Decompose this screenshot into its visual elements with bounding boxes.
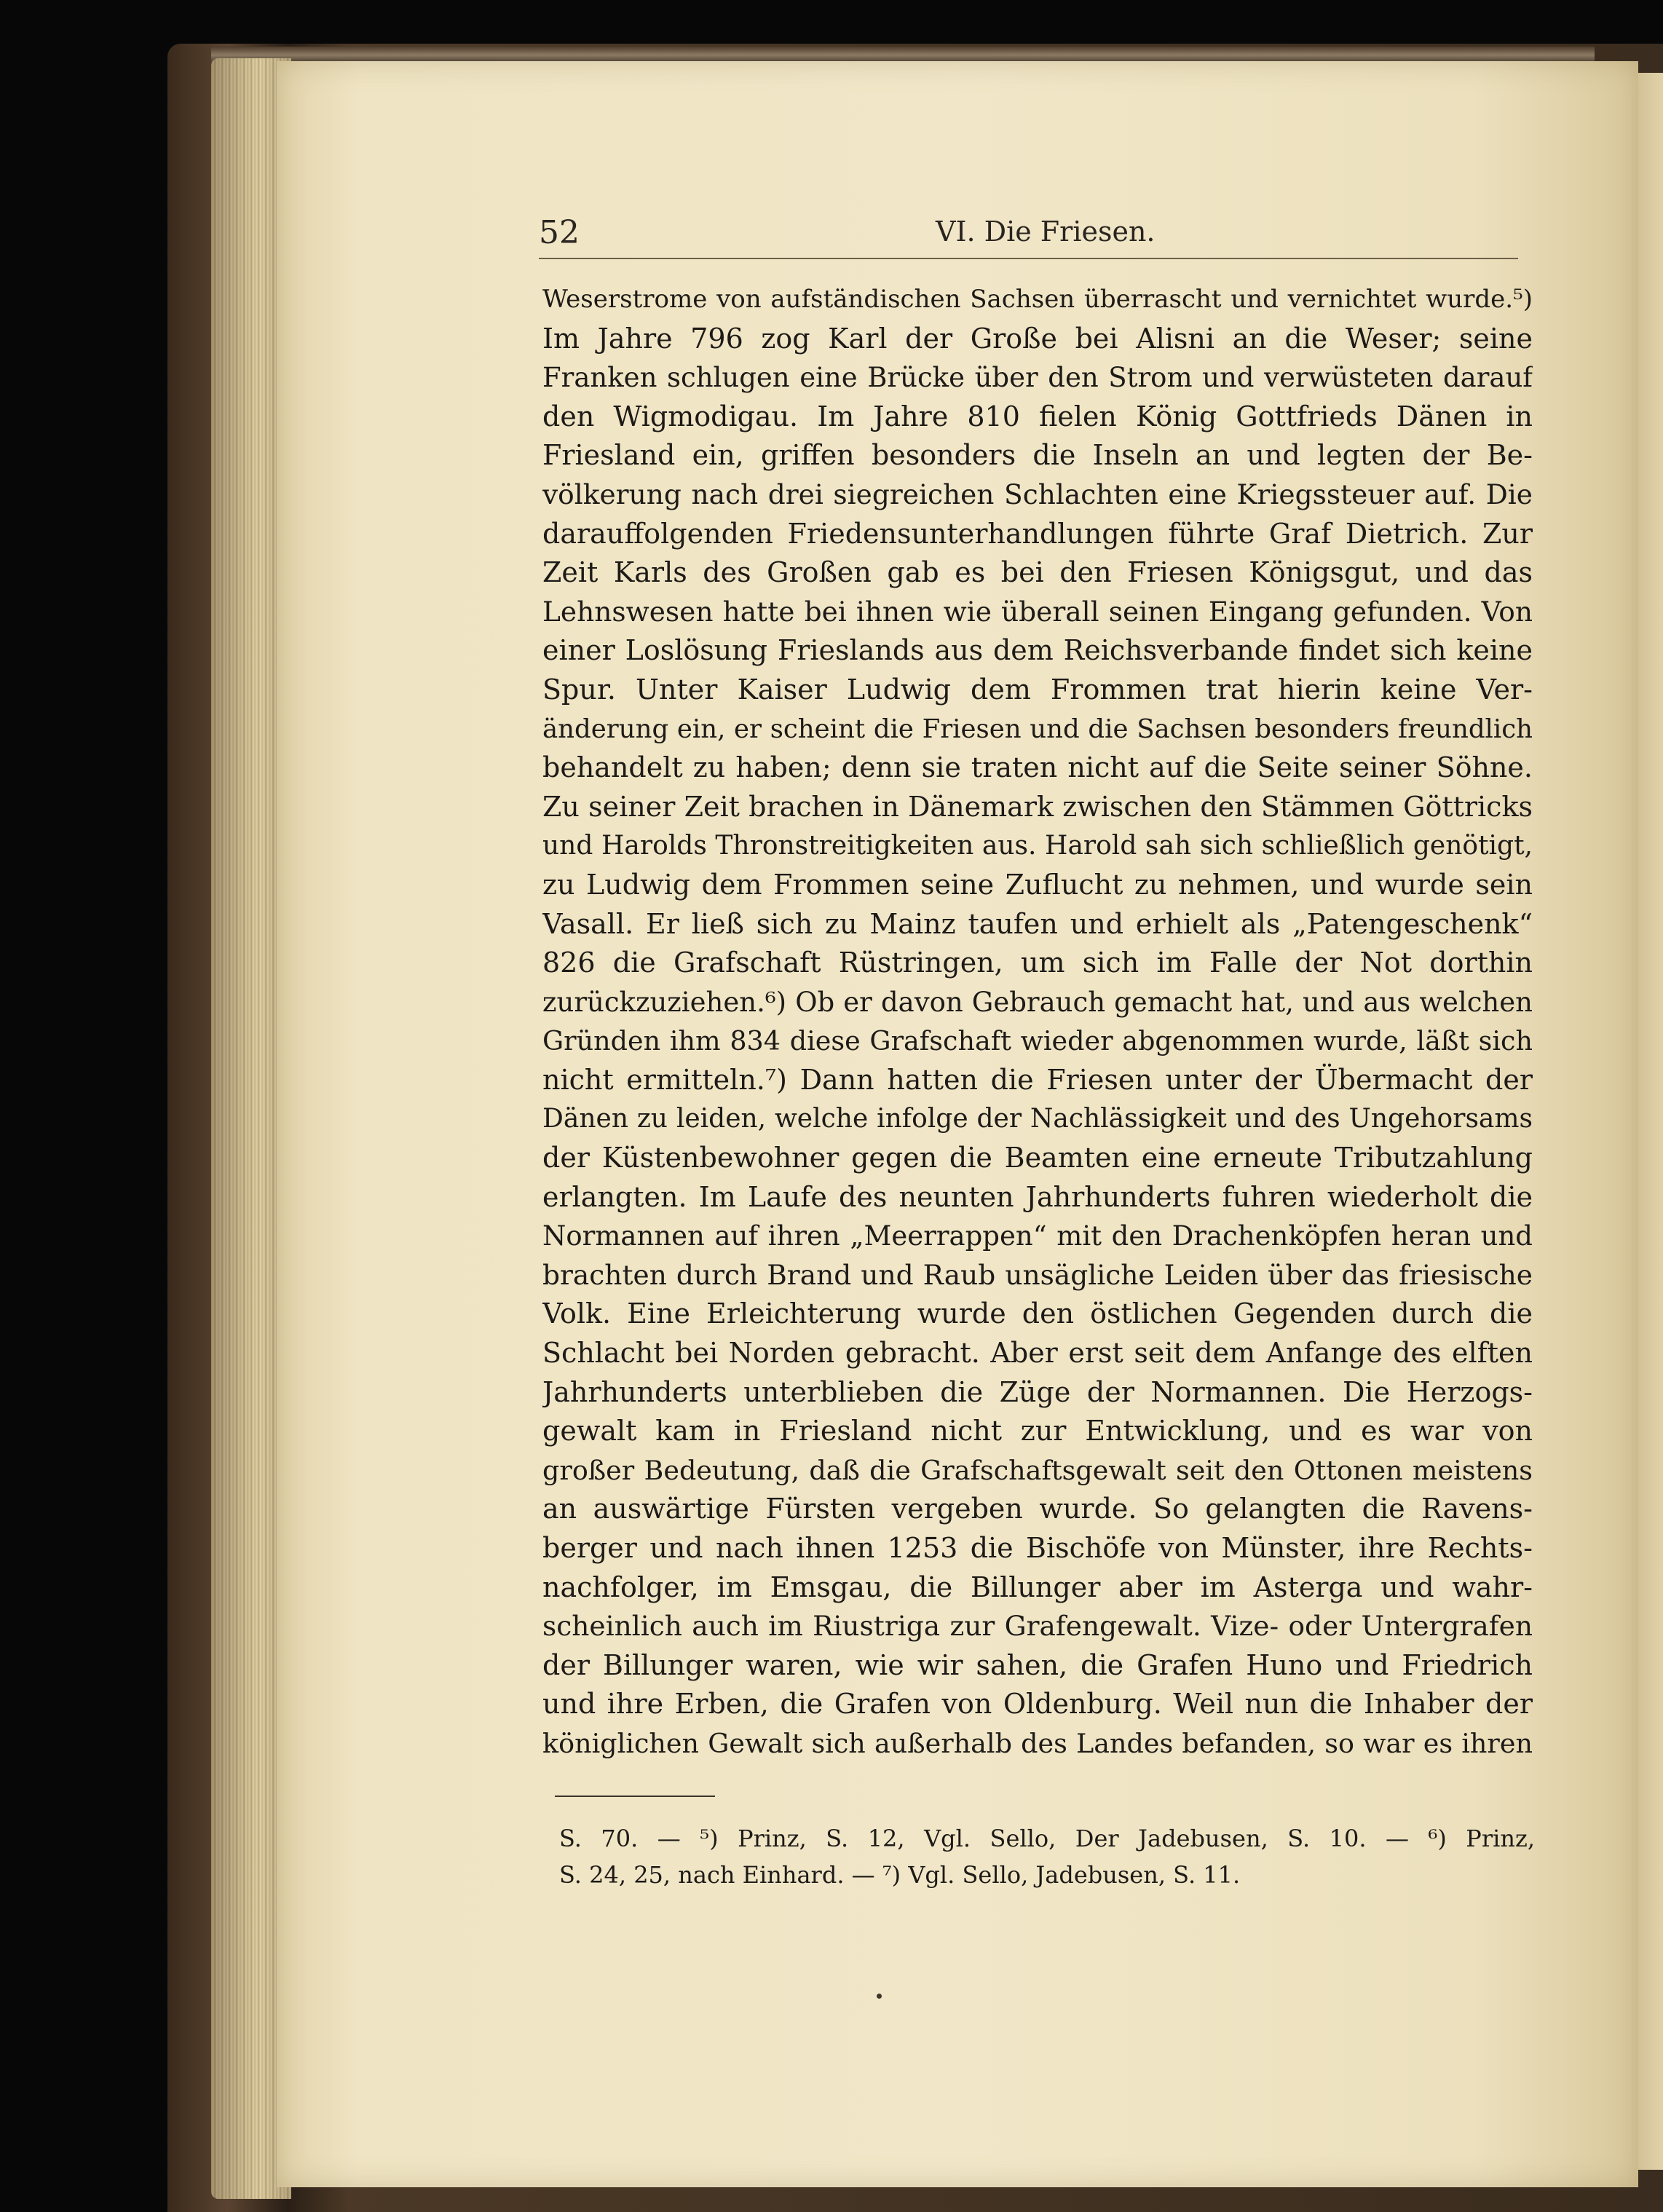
paper-speck	[877, 1994, 882, 1999]
footnote-line: S. 70. — ⁵) Prinz, S. 12, Vgl. Sello, Der Jadebusen, S. 10. — ⁶) Prinz,	[559, 1825, 1535, 1852]
body-line: nachfolger, im Emsgau, die Billunger aber im Asterga und wahr-	[542, 1571, 1533, 1603]
body-line: königlichen Gewalt sich außerhalb des Landes befanden, so war es ihren	[542, 1727, 1533, 1759]
body-line: zurückzuziehen.⁶) Ob er davon Gebrauch gemacht hat, und aus welchen	[542, 986, 1533, 1018]
footnote-rule	[555, 1796, 715, 1797]
body-line: Volk. Eine Erleichterung wurde den östlichen Gegenden durch die	[542, 1297, 1533, 1330]
body-line: Lehnswesen hatte bei ihnen wie überall seinen Eingang gefunden. Von	[542, 595, 1533, 628]
body-line: großer Bedeutung, daß die Grafschaftsgewalt seit den Ottonen meistens	[542, 1454, 1533, 1486]
body-line: und Harolds Thronstreitigkeiten aus. Harold sah sich schließlich genötigt,	[542, 831, 1533, 861]
running-title: VI. Die Friesen.	[936, 216, 1156, 248]
body-line: Vasall. Er ließ sich zu Mainz taufen und erhielt als „Patengeschenk“	[542, 907, 1533, 940]
body-line: Schlacht bei Norden gebracht. Aber erst seit dem Anfange des elften	[542, 1337, 1533, 1370]
body-line: gewalt kam in Friesland nicht zur Entwicklung, und es war von	[542, 1415, 1533, 1447]
body-line: änderung ein, er scheint die Friesen und die Sachsen besonders freundlich	[542, 714, 1533, 744]
running-head	[539, 214, 1518, 259]
body-text	[542, 280, 1533, 1763]
body-line: einer Loslösung Frieslands aus dem Reichsverbande findet sich keine	[542, 634, 1533, 667]
body-line: Dänen zu leiden, welche infolge der Nachlässigkeit und des Ungehorsams	[542, 1104, 1533, 1134]
body-line: darauffolgenden Friedensunterhandlungen führte Graf Dietrich. Zur	[542, 517, 1533, 550]
footnotes	[559, 1820, 1535, 1893]
page-number: 52	[539, 214, 580, 251]
body-line: Normannen auf ihren „Meerrappen“ mit den Drachenköpfen heran und	[542, 1220, 1533, 1252]
body-line: Zu seiner Zeit brachen in Dänemark zwischen den Stämmen Göttricks	[542, 790, 1533, 823]
body-line: Im Jahre 796 zog Karl der Große bei Alisni an die Weser; seine	[542, 322, 1533, 355]
body-line: behandelt zu haben; denn sie traten nicht auf die Seite seiner Söhne.	[542, 751, 1533, 784]
body-line: Gründen ihm 834 diese Grafschaft wieder abgenommen wurde, läßt sich	[542, 1025, 1533, 1057]
body-line: zu Ludwig dem Frommen seine Zuflucht zu nehmen, und wurde sein	[542, 868, 1533, 901]
body-line: Zeit Karls des Großen gab es bei den Friesen Königsgut, und das	[542, 556, 1533, 589]
body-line: den Wigmodigau. Im Jahre 810 fielen König Gottfrieds Dänen in	[542, 400, 1533, 432]
body-line: an auswärtige Fürsten vergeben wurde. So gelangten die Ravens-	[542, 1493, 1533, 1525]
footnote-line: S. 24, 25, nach Einhard. — ⁷) Vgl. Sello, Jadebusen, S. 11.	[559, 1861, 1241, 1889]
body-line: nicht ermitteln.⁷) Dann hatten die Friesen unter der Übermacht der	[542, 1063, 1533, 1096]
body-line: völkerung nach drei siegreichen Schlachten eine Kriegssteuer auf. Die	[542, 478, 1533, 510]
body-line: Franken schlugen eine Brücke über den Strom und verwüsteten darauf	[542, 362, 1533, 394]
body-line: Friesland ein, griffen besonders die Inseln an und legten der Be-	[542, 439, 1533, 472]
body-line: Jahrhunderts unterblieben die Züge der Normannen. Die Herzogs-	[542, 1375, 1533, 1408]
body-line: scheinlich auch im Riustriga zur Grafengewalt. Vize- oder Untergrafen	[542, 1610, 1533, 1643]
body-line: der Billunger waren, wie wir sahen, die Grafen Huno und Friedrich	[542, 1648, 1533, 1681]
body-line: und ihre Erben, die Grafen von Oldenburg. Weil nun die Inhaber der	[542, 1688, 1533, 1721]
body-line: berger und nach ihnen 1253 die Bischöfe von Münster, ihre Rechts-	[542, 1532, 1533, 1564]
body-line: brachten durch Brand und Raub unsägliche Leiden über das friesische	[542, 1258, 1533, 1291]
body-line: 826 die Grafschaft Rüstringen, um sich im Falle der Not dorthin	[542, 947, 1533, 979]
body-line: erlangten. Im Laufe des neunten Jahrhunderts fuhren wiederholt die	[542, 1180, 1533, 1213]
body-line: der Küstenbewohner gegen die Beamten eine erneute Tributzahlung	[542, 1142, 1533, 1174]
body-line: Spur. Unter Kaiser Ludwig dem Frommen trat hierin keine Ver-	[542, 673, 1533, 706]
body-line: Weserstrome von aufständischen Sachsen überrascht und vernichtet wurde.⁵)	[542, 285, 1533, 314]
